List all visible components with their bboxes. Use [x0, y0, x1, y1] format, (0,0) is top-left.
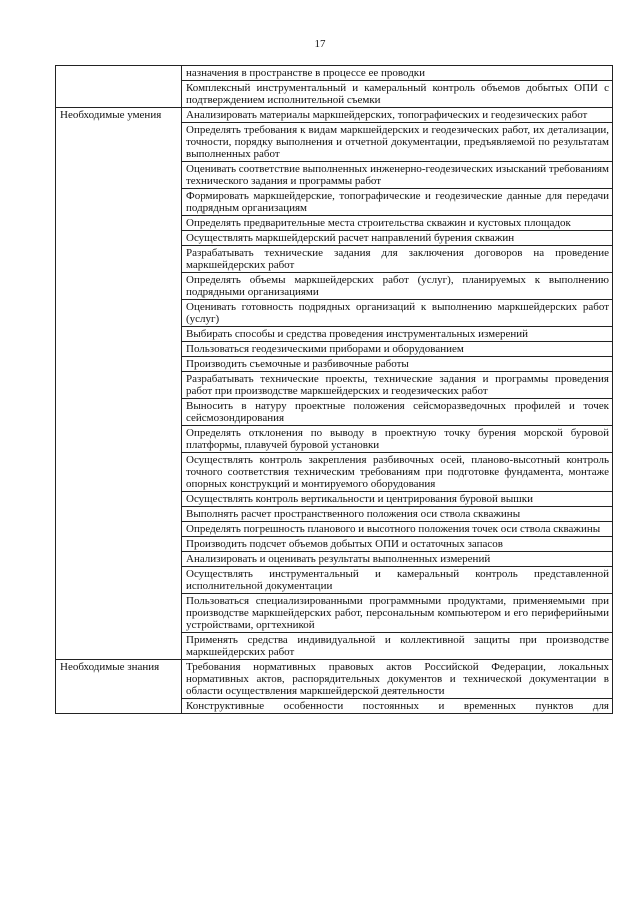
table-cell: Определять погрешность планового и высотного положения точек оси ствола скважины: [182, 522, 613, 537]
table-cell: Оценивать соответствие выполненных инженерно-геодезических изысканий требованиям технического задания и программы работ: [182, 162, 613, 189]
table-cell: Выполнять расчет пространственного положения оси ствола скважины: [182, 507, 613, 522]
table-cell: назначения в пространстве в процессе ее проводки: [182, 66, 613, 81]
row-label-knowledge: Необходимые знания: [56, 660, 182, 714]
table-cell: Анализировать материалы маркшейдерских, топографических и геодезических работ: [182, 108, 613, 123]
table-row: [56, 108, 613, 123]
table-cell: Определять объемы маркшейдерских работ (услуг), планируемых к выполнению подрядными организациями: [182, 273, 613, 300]
table-cell: Разрабатывать технические проекты, технические задания и программы проведения работ при производстве маркшейдерских и геодезических работ: [182, 372, 613, 399]
table-cell: Производить подсчет объемов добытых ОПИ и остаточных запасов: [182, 537, 613, 552]
table-cell: Пользоваться геодезическими приборами и оборудованием: [182, 342, 613, 357]
table-cell: Оценивать готовность подрядных организаций к выполнению маркшейдерских работ (услуг): [182, 300, 613, 327]
table-cell: Осуществлять маркшейдерский расчет направлений бурения скважин: [182, 231, 613, 246]
table-cell: Пользоваться специализированными программными продуктами, применяемыми при производстве маркшейдерских работ, персональным компьютером и его периферийными устройствами, оргтехникой: [182, 594, 613, 633]
table-cell: Анализировать и оценивать результаты выполненных измерений: [182, 552, 613, 567]
table-cell: Применять средства индивидуальной и коллективной защиты при производстве маркшейдерских работ: [182, 633, 613, 660]
table-cell: Комплексный инструментальный и камеральный контроль объемов добытых ОПИ с подтверждением исполнительной съемки: [182, 81, 613, 108]
table-cell: Формировать маркшейдерские, топографические и геодезические данные для передачи подрядным организациям: [182, 189, 613, 216]
table-cell: Производить съемочные и разбивочные работы: [182, 357, 613, 372]
table-cell: Определять предварительные места строительства скважин и кустовых площадок: [182, 216, 613, 231]
competency-table: [55, 65, 613, 714]
table-cell: Выбирать способы и средства проведения инструментальных измерений: [182, 327, 613, 342]
table-cell: Выносить в натуру проектные положения сейсморазведочных профилей и точек сейсмозондирования: [182, 399, 613, 426]
table-cell: Разрабатывать технические задания для заключения договоров на проведение маркшейдерских работ: [182, 246, 613, 273]
table-cell: Определять отклонения по выводу в проектную точку бурения морской буровой платформы, плавучей буровой установки: [182, 426, 613, 453]
table-row: [56, 66, 613, 81]
table-cell: Требования нормативных правовых актов Российской Федерации, локальных нормативных актов, распорядительных документов и технической документации в области осуществления маркшейдерской деятельности: [182, 660, 613, 699]
table-cell: Определять требования к видам маркшейдерских и геодезических работ, их детализации, точности, порядку выполнения и отчетной документации, предъявляемой по результатам выполненных работ: [182, 123, 613, 162]
table-cell: Конструктивные особенности постоянных и временных пунктов для: [182, 699, 613, 714]
table-cell: Осуществлять контроль закрепления разбивочных осей, планово-высотный контроль точного соответствия техническим требованиям при подготовке фундамента, монтаже опорных конструкций и монтируемого оборудования: [182, 453, 613, 492]
row-label: [56, 66, 182, 108]
table-row: [56, 660, 613, 699]
page-number: 17: [314, 38, 326, 50]
table-cell: Осуществлять инструментальный и камеральный контроль представленной исполнительной документации: [182, 567, 613, 594]
table-cell: Осуществлять контроль вертикальности и центрирования буровой вышки: [182, 492, 613, 507]
row-label-skills: Необходимые умения: [56, 108, 182, 660]
